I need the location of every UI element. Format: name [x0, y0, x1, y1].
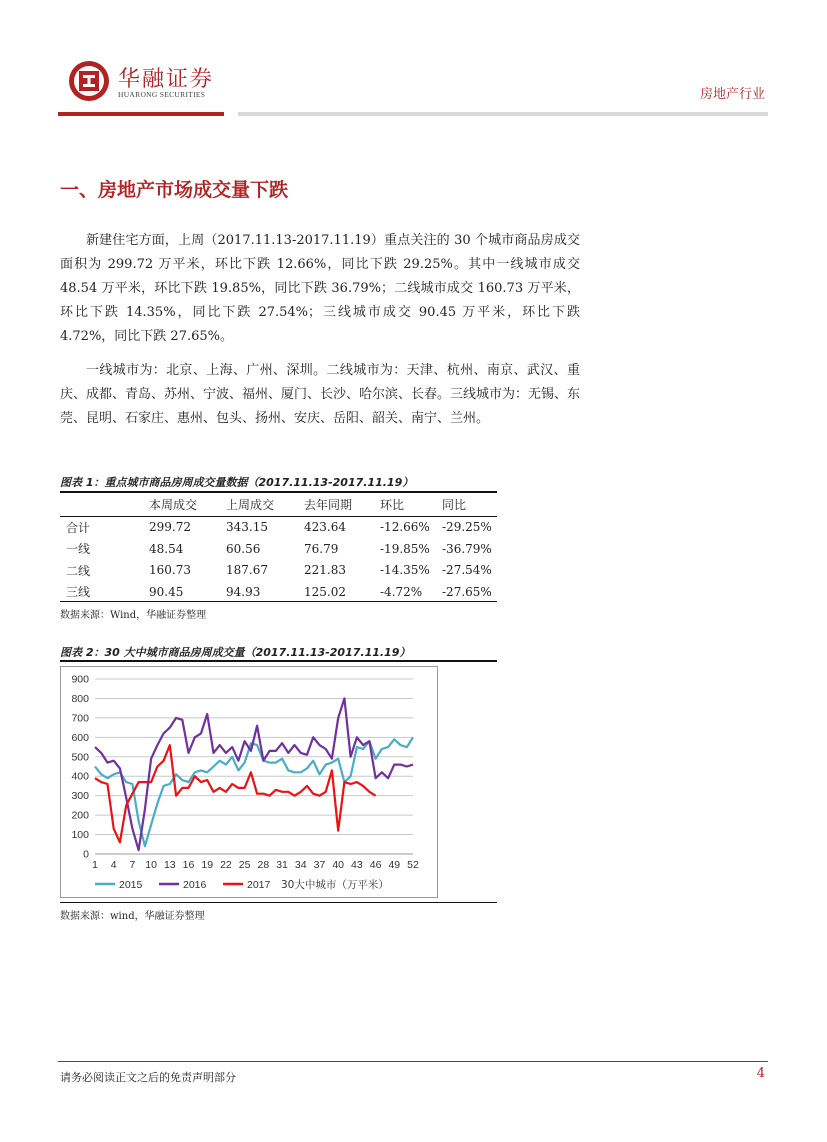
table-header-cell: 环比: [380, 494, 442, 516]
y-tick-label: 100: [71, 829, 89, 842]
footer-divider: [58, 1061, 768, 1062]
header-divider-red: [58, 112, 224, 116]
table-cell: 一线: [66, 542, 91, 557]
y-tick-label: 700: [71, 712, 89, 725]
y-tick-label: 600: [71, 731, 89, 744]
x-tick-label: 10: [145, 859, 157, 871]
table-row: [60, 538, 497, 560]
y-tick-label: 300: [71, 790, 89, 803]
table-cell: 221.83: [304, 563, 346, 578]
table-cell: 48.54: [149, 541, 184, 556]
table-cell: 299.72: [149, 520, 191, 535]
table-source-note: 数据来源：Wind，华融证券整理: [60, 610, 207, 621]
table-bottom-rule: [60, 601, 497, 602]
industry-label: 房地产行业: [699, 87, 765, 102]
x-tick-label: 19: [201, 859, 214, 871]
table-row: [60, 516, 497, 538]
weekly-volume-line-chart: [61, 667, 437, 897]
y-tick-label: 500: [71, 751, 89, 764]
table-cell: -14.35%: [380, 563, 430, 578]
table-cell: 343.15: [226, 520, 268, 535]
table-header-cell: 去年同期: [304, 494, 380, 516]
table-header-cell: 本周成交: [149, 494, 226, 516]
table-cell: -12.66%: [380, 520, 430, 535]
table-cell: 二线: [66, 563, 91, 578]
x-tick-label: 13: [163, 859, 176, 871]
table-cell: 160.73: [149, 563, 191, 578]
header-divider-gray: [238, 112, 768, 116]
x-tick-label: 7: [129, 859, 136, 871]
x-tick-label: 1: [92, 859, 98, 871]
table-cell: -19.85%: [380, 541, 430, 556]
legend-unit-label: 30大中城市（万平米）: [281, 879, 389, 891]
table-row: [60, 560, 497, 582]
table-cell: -27.65%: [442, 584, 492, 599]
x-tick-label: 49: [388, 859, 401, 871]
x-tick-label: 40: [332, 859, 345, 871]
legend-label: 2017: [247, 879, 271, 891]
legend-label: 2015: [119, 879, 143, 891]
x-tick-label: 52: [407, 859, 419, 871]
table-cell: -27.54%: [442, 563, 492, 578]
table-top-rule: [60, 491, 497, 493]
page-number: 4: [756, 1066, 765, 1081]
series-line-2017: [95, 745, 376, 842]
x-tick-label: 34: [294, 859, 307, 871]
table-header-cell: 上周成交: [226, 494, 304, 516]
y-tick-label: 0: [83, 848, 89, 861]
x-tick-label: 43: [351, 859, 363, 871]
x-tick-label: 28: [257, 859, 270, 871]
table-cell: -29.25%: [442, 520, 492, 535]
table-caption: 图表 1：重点城市商品房周成交量数据（2017.11.13-2017.11.19）: [60, 476, 414, 489]
table-cell: -4.72%: [380, 584, 423, 599]
x-tick-label: 37: [313, 859, 326, 871]
table-cell: 76.79: [304, 541, 339, 556]
chart-source-note: 数据来源：wind，华融证券整理: [60, 911, 205, 922]
y-tick-label: 800: [71, 692, 89, 705]
y-tick-label: 200: [71, 809, 89, 822]
table-cell: 125.02: [304, 584, 346, 599]
table-cell: -36.79%: [442, 541, 492, 556]
huarong-logo-icon: [68, 60, 110, 102]
table-cell: 90.45: [149, 584, 184, 599]
paragraph-summary: 新建住宅方面，上周（2017.11.13-2017.11.19）重点关注的 30 个城市商品房成交面积为 299.72 万平米，环比下跌 12.66%，同比下跌 29.25%。其中一线城市成交 48.54 万平米，环比下跌 19.85%，同比下跌 36.79%；二线城市成交 160.73 万平米，环比下跌 14.35%，同比下跌 27.54%；三线城市成交 90.45 万平米，环比下跌 4.72%，同比下跌 27.65%。: [60, 233, 580, 344]
table-cell: 三线: [66, 585, 91, 600]
chart-top-rule: [60, 660, 497, 662]
table-header-cell: 同比: [442, 494, 497, 516]
x-tick-label: 16: [182, 859, 195, 871]
paragraph-city-tiers: 一线城市为：北京、上海、广州、深圳。二线城市为：天津、杭州、南京、武汉、重庆、成都、青岛、苏州、宁波、福州、厦门、长沙、哈尔滨、长春。三线城市为：无锡、东莞、昆明、石家庄、惠州、包头、扬州、安庆、岳阳、韶关、南宁、兰州。: [60, 363, 581, 426]
x-tick-label: 22: [220, 859, 232, 871]
table-cell: 合计: [66, 520, 91, 535]
section-title: 一、房地产市场成交量下跌: [60, 179, 289, 201]
chart-bottom-rule: [60, 902, 497, 903]
x-tick-label: 31: [276, 859, 288, 871]
table-cell: 60.56: [226, 541, 261, 556]
weekly-volume-table: [60, 494, 497, 603]
brand-name-cn: 华融证券: [118, 67, 215, 92]
brand-name-en: HUARONG SECURITIES: [118, 90, 206, 99]
table-row: [60, 581, 497, 603]
x-tick-label: 4: [110, 859, 117, 871]
table-cell: 423.64: [304, 520, 346, 535]
x-tick-label: 25: [238, 859, 251, 871]
legend-label: 2016: [183, 879, 207, 891]
table-cell: 94.93: [226, 584, 261, 599]
x-tick-label: 46: [369, 859, 382, 871]
table-header-row: [60, 494, 497, 516]
table-cell: 187.67: [226, 563, 268, 578]
y-tick-label: 900: [71, 673, 89, 686]
chart-frame: [60, 666, 438, 898]
table-header-cell: [60, 494, 149, 516]
y-tick-label: 400: [71, 770, 89, 783]
footer-disclaimer: 请务必阅读正文之后的免责声明部分: [60, 1071, 236, 1084]
series-line-2016: [95, 698, 413, 850]
chart-caption: 图表 2：30 大中城市商品房周成交量（2017.11.13-2017.11.19）: [60, 646, 411, 659]
